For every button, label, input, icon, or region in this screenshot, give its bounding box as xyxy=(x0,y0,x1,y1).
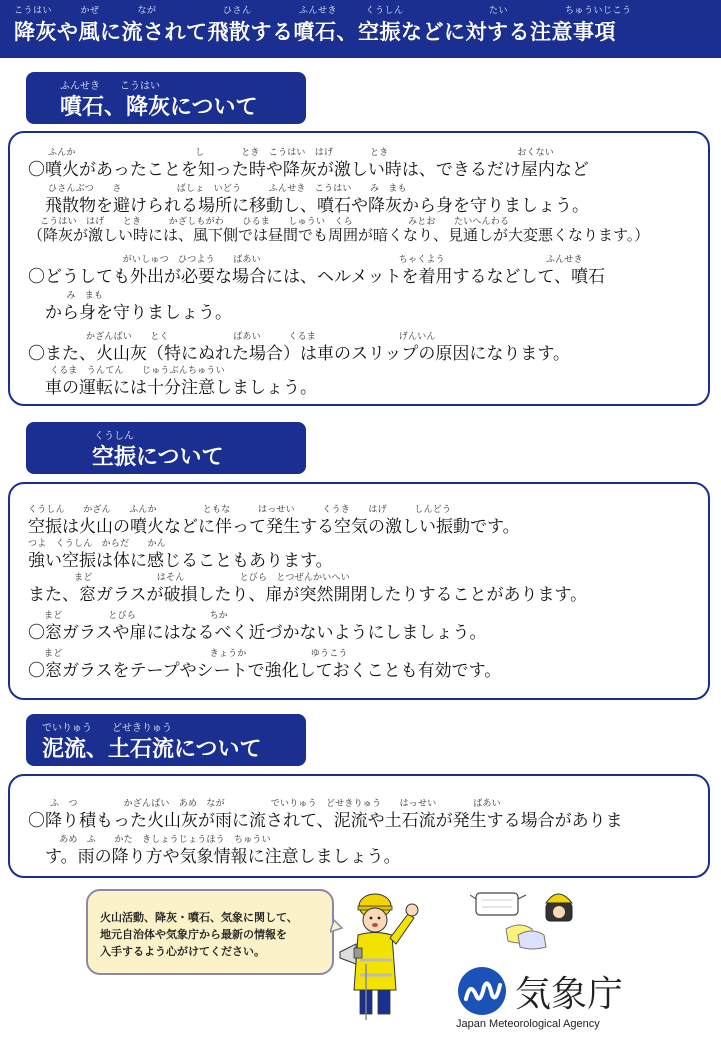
line-text: す。雨の降り方や気象情報に注意しましょう。 xyxy=(28,847,401,867)
page-title: 降灰や風に流されて飛散する噴石、空振などに対する注意事項 xyxy=(14,20,616,44)
line-text: （降灰が激しい時には、風下側では昼間でも周囲が暗くなり、見通しが大変悪くなります。） xyxy=(28,226,650,244)
jma-logo-icon xyxy=(456,965,508,1017)
bubble-line: 火山活動、降灰・噴石、気象に関して、 xyxy=(100,911,298,924)
line-text: 〇降り積もった火山灰が雨に流されて、泥流や土石流が発生する場合がありま xyxy=(28,811,623,831)
section-box-kuushin xyxy=(8,482,710,700)
bubble-line: 入手するよう心がけてください。 xyxy=(100,945,265,958)
section-header-title: 空振について xyxy=(92,445,224,470)
line-ruby: くるま うんてん じゅうぶんちゅうい xyxy=(50,366,225,376)
line-ruby: まど きょうか ゆうこう xyxy=(44,649,348,659)
line-text: 強い空振は体に感じることもあります。 xyxy=(28,551,333,571)
line-ruby: くうしん かざん ふんか ともな はっせい くうき はげ しんどう xyxy=(28,505,452,515)
protective-gear-illustration xyxy=(470,885,590,955)
worker-illustration xyxy=(330,880,430,1020)
line-text: また、窓ガラスが破損したり、扉が突然開閉したりすることがあります。 xyxy=(28,585,588,605)
agency-name-en: Japan Meteorological Agency xyxy=(456,1018,600,1030)
line-ruby: あめ ふ かた きしょうじょうほう ちゅうい xyxy=(50,835,271,845)
line-text: 〇窓ガラスや扉にはなるべく近づかないようにしましょう。 xyxy=(28,623,487,643)
section-header-ruby: でいりゅう どせきりゅう xyxy=(42,723,172,734)
section-header-deiryu xyxy=(26,714,306,766)
line-ruby: まど はそん とびら とつぜんかいへい xyxy=(28,573,350,583)
section-box-funseki xyxy=(8,131,710,406)
line-ruby: がいしゅつ ひつよう ばあい ちゃくよう ふんせき xyxy=(40,255,583,265)
line-text: 〇どうしても外出が必要な場合には、ヘルメットを着用するなどして、噴石 xyxy=(28,267,606,287)
section-header-ruby: ふんせき こうはい xyxy=(60,81,160,92)
line-text: 〇窓ガラスをテープやシートで強化しておくことも有効です。 xyxy=(28,661,502,681)
line-text: 〇また、火山灰（特にぬれた場合）は車のスリップの原因になります。 xyxy=(28,344,570,364)
line-text: 空振は火山の噴火などに伴って発生する空気の激しい振動です。 xyxy=(28,517,520,537)
section-header-ruby: くうしん xyxy=(94,431,134,442)
line-text: 車の運転には十分注意しましょう。 xyxy=(28,378,317,398)
section-header-funseki xyxy=(26,72,306,124)
title-banner xyxy=(0,0,721,58)
section-header-kuushin xyxy=(26,422,306,474)
agency-name: 気象庁 xyxy=(515,974,624,1015)
bubble-line: 地元自治体や気象庁から最新の情報を xyxy=(100,928,287,941)
line-ruby: ひさんぶつ さ ばしょ いどう ふんせき こうはい み まも xyxy=(48,184,407,194)
section-header-title: 噴石、降灰について xyxy=(60,95,258,120)
line-ruby: つよ くうしん からだ かん xyxy=(28,539,167,549)
line-ruby: ふんか し とき こうはい はげ とき おくない xyxy=(48,148,555,158)
line-text: から身を守りましょう。 xyxy=(28,303,232,323)
line-ruby: ふ つ かざんばい あめ なが でいりゅう どせきりゅう はっせい ばあい xyxy=(50,799,501,809)
line-ruby: まど とびら ちか xyxy=(44,611,229,621)
line-text: 飛散物を避けられる場所に移動し、噴石や降灰から身を守りましょう。 xyxy=(28,196,589,216)
section-box-deiryu xyxy=(8,774,710,878)
line-ruby: かざんばい とく ばあい くるま げんいん xyxy=(40,332,436,342)
info-bubble xyxy=(86,889,334,975)
section-header-title: 泥流、土石流について xyxy=(42,737,262,762)
title-ruby: こうはい かぜ なが ひさん ふんせき くうしん たい ちゅういじこう xyxy=(14,6,632,16)
line-ruby: み まも xyxy=(48,291,104,301)
line-text: 〇噴火があったことを知った時や降灰が激しい時は、できるだけ屋内など xyxy=(28,160,589,180)
line-ruby: こうはい はげ とき かざしもがわ ひるま しゅうい くら みとお たいへんわる xyxy=(40,217,510,227)
